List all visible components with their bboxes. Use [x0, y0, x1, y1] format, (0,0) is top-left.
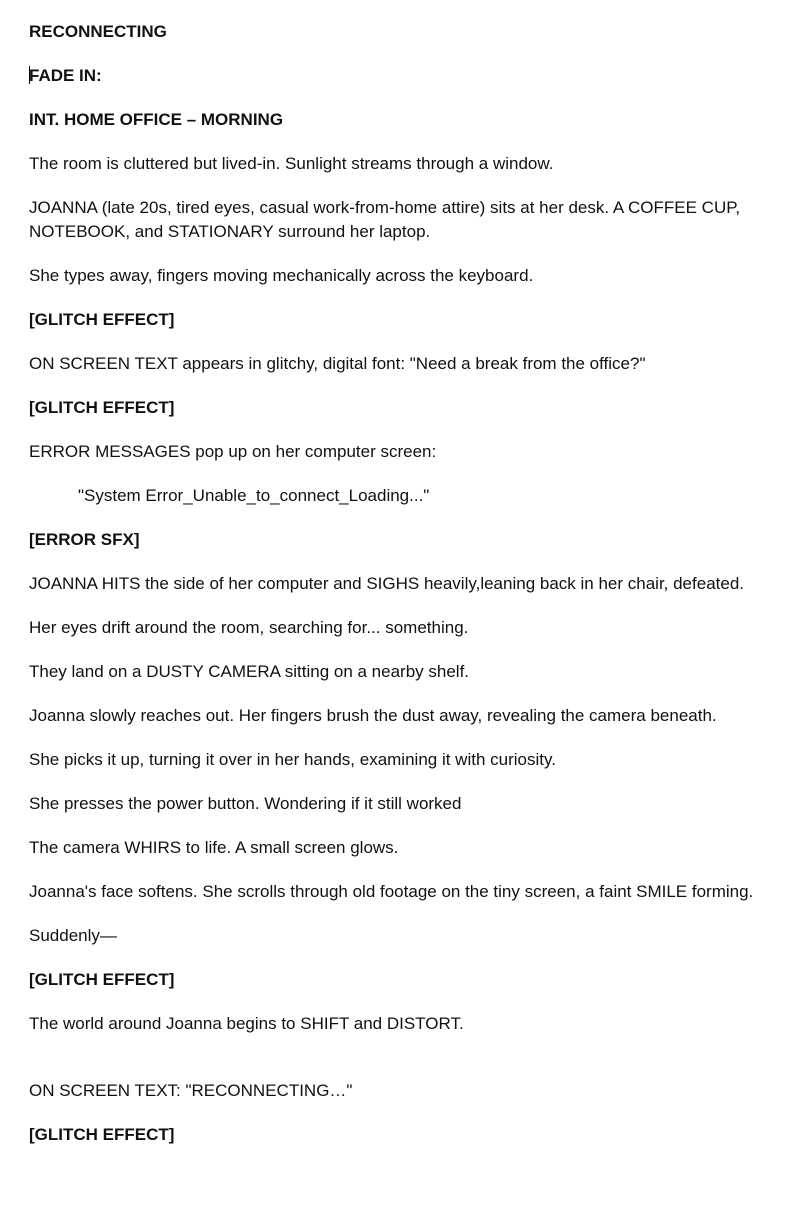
effect-cue: [GLITCH EFFECT] — [29, 398, 175, 417]
action-line: Her eyes drift around the room, searching for... something. — [29, 618, 469, 637]
script-title: RECONNECTING — [29, 22, 167, 41]
action-line: The camera WHIRS to life. A small screen glows. — [29, 838, 399, 857]
action-line: Joanna slowly reaches out. Her fingers brush the dust away, revealing the camera beneath. — [29, 706, 717, 725]
on-screen-text-line: ON SCREEN TEXT: "RECONNECTING…" — [29, 1081, 353, 1100]
transition-text: FADE IN: — [29, 66, 102, 85]
action-line: Suddenly— — [29, 926, 117, 945]
action-line: ON SCREEN TEXT appears in glitchy, digital font: "Need a break from the office?" — [29, 354, 646, 373]
effect-cue: [GLITCH EFFECT] — [29, 970, 175, 989]
action-line: JOANNA HITS the side of her computer and SIGHS heavily,leaning back in her chair, defeated. — [29, 574, 745, 593]
effect-cue: [GLITCH EFFECT] — [29, 1125, 175, 1144]
effect-cue: [GLITCH EFFECT] — [29, 310, 175, 329]
action-line: The world around Joanna begins to SHIFT and DISTORT. — [29, 1014, 464, 1033]
action-line: They land on a DUSTY CAMERA sitting on a nearby shelf. — [29, 662, 470, 681]
action-line: She types away, fingers moving mechanically across the keyboard. — [29, 266, 534, 285]
action-line: ERROR MESSAGES pop up on her computer screen: — [29, 442, 437, 461]
action-line: The room is cluttered but lived-in. Sunlight streams through a window. — [29, 154, 554, 173]
script-document[interactable] — [29, 20, 779, 1167]
sfx-cue: [ERROR SFX] — [29, 530, 140, 549]
scene-heading: INT. HOME OFFICE – MORNING — [29, 110, 284, 129]
action-line: She presses the power button. Wondering if it still worked — [29, 794, 462, 813]
action-line: She picks it up, turning it over in her hands, examining it with curiosity. — [29, 750, 556, 769]
action-line: JOANNA (late 20s, tired eyes, casual work-from-home attire) sits at her desk. A COFFEE CUP, NOTEBOOK, and STATIONARY surround her laptop. — [29, 198, 745, 241]
action-line: Joanna's face softens. She scrolls through old footage on the tiny screen, a faint SMILE forming. — [29, 882, 754, 901]
transition-line — [29, 64, 779, 88]
error-message-line: "System Error_Unable_to_connect_Loading..." — [78, 486, 430, 505]
